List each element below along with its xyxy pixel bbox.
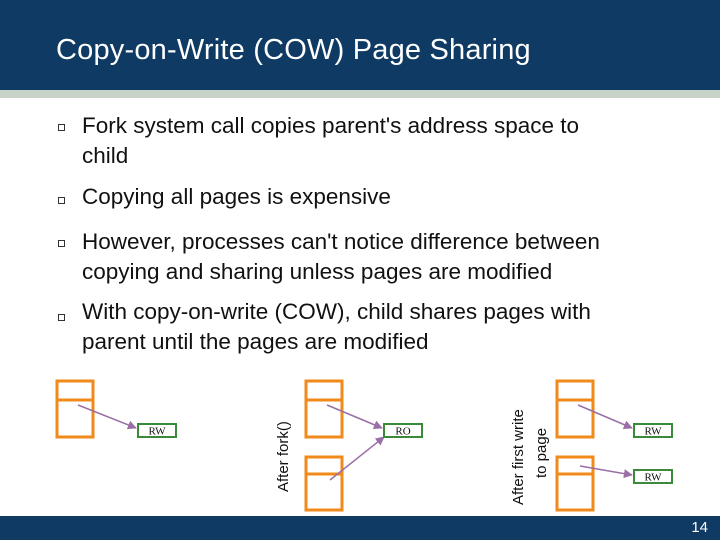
physical-page-initial: [138, 424, 176, 438]
bullet-2-line-1: Copying all pages is expensive: [82, 184, 391, 209]
physical-page-shared: [384, 424, 422, 438]
bullet-4-line-1: With copy-on-write (COW), child shares pages with: [82, 299, 591, 324]
phase-label-after-write-2: to page: [533, 427, 550, 478]
bullet-3-line-1: However, processes can't notice difference between: [82, 229, 600, 254]
page-number: 14: [691, 519, 708, 536]
slide-footer: [0, 516, 720, 540]
bullet-3-line-2: copying and sharing unless pages are modified: [82, 259, 553, 284]
page-table-child-after-fork: [306, 457, 342, 510]
bullet-1-line-2: child: [82, 143, 129, 168]
phase-label-after-fork: After fork(): [275, 421, 292, 492]
page-permission-label: RW: [644, 471, 662, 484]
page-permission-label: RW: [644, 425, 662, 438]
bullet-1-line-1: Fork system call copies parent's address space to: [82, 113, 580, 138]
page-table-child-after-write: [557, 457, 593, 510]
mapping-arrow: [578, 405, 632, 428]
physical-page-parent-copy: [634, 424, 672, 438]
slide-title: Copy-on-Write (COW) Page Sharing: [56, 34, 531, 66]
mapping-arrow: [327, 405, 382, 428]
page-permission-label: RO: [395, 425, 411, 438]
phase-label-after-write-1: After first write: [510, 409, 527, 505]
mapping-arrow: [78, 405, 136, 428]
bullet-4-line-2: parent until the pages are modified: [82, 329, 429, 354]
physical-page-child-copy: [634, 470, 672, 484]
page-permission-label: RW: [148, 425, 166, 438]
